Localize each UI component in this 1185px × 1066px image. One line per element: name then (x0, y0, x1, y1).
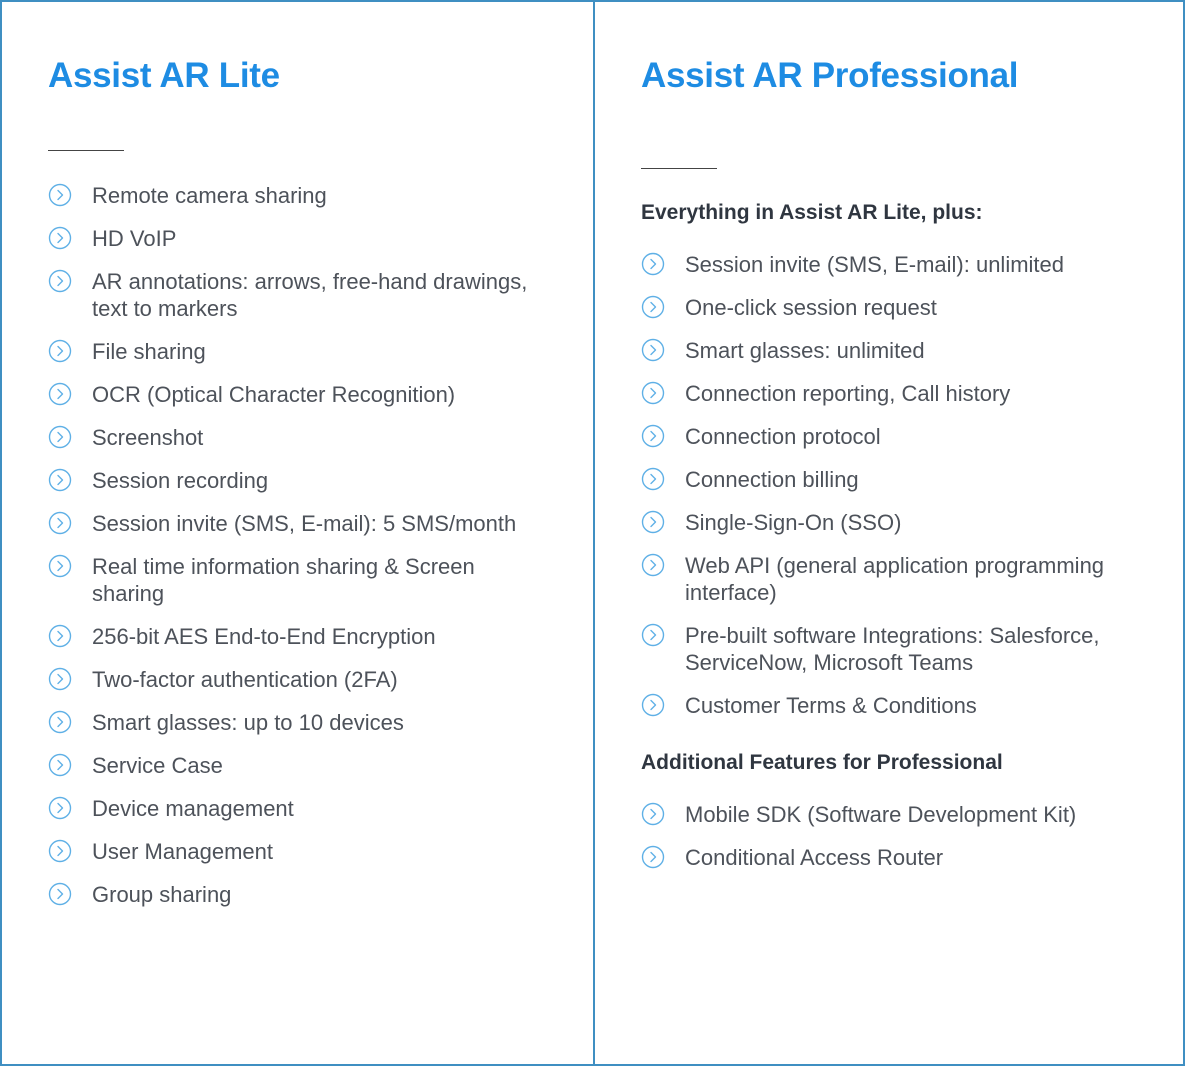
chevron-circle-right-icon (48, 339, 72, 363)
chevron-circle-right-icon (641, 338, 665, 362)
list-item (48, 381, 548, 408)
list-item (48, 881, 548, 908)
list-item-label: Session recording (92, 468, 269, 493)
list-item (48, 510, 548, 537)
list-item (48, 467, 548, 494)
chevron-circle-right-icon (48, 226, 72, 250)
chevron-circle-right-icon (641, 510, 665, 534)
list-item-label: Smart glasses: up to 10 devices (92, 710, 404, 735)
professional-title-rule (641, 168, 717, 169)
list-item-label: Group sharing (92, 882, 232, 907)
chevron-circle-right-icon (48, 882, 72, 906)
column-divider (593, 2, 595, 1064)
list-item-label: Session invite (SMS, E-mail): 5 SMS/month (92, 511, 517, 536)
lite-title-rule (48, 150, 124, 151)
list-item-label: Device management (92, 796, 294, 821)
list-item (641, 509, 1141, 536)
list-item-label: Connection protocol (685, 424, 881, 449)
lite-feature-list (48, 182, 548, 924)
list-item (48, 268, 548, 322)
list-item-label: Remote camera sharing (92, 183, 327, 208)
additional-features-heading: Additional Features for Professional (641, 751, 1003, 774)
list-item (48, 424, 548, 451)
list-item (641, 380, 1141, 407)
chevron-circle-right-icon (641, 845, 665, 869)
list-item (48, 182, 548, 209)
list-item-label: Conditional Access Router (685, 845, 944, 870)
chevron-circle-right-icon (48, 796, 72, 820)
chevron-circle-right-icon (641, 424, 665, 448)
chevron-circle-right-icon (48, 839, 72, 863)
list-item-label: One-click session request (685, 295, 937, 320)
chevron-circle-right-icon (48, 382, 72, 406)
list-item-label: Single-Sign-On (SSO) (685, 510, 902, 535)
list-item-label: Real time information sharing & Screen sharing (92, 554, 475, 606)
list-item-label: Session invite (SMS, E-mail): unlimited (685, 252, 1065, 277)
chevron-circle-right-icon (48, 667, 72, 691)
list-item (641, 622, 1141, 676)
chevron-circle-right-icon (641, 295, 665, 319)
list-item-label: HD VoIP (92, 226, 177, 251)
list-item (641, 844, 1141, 871)
chevron-circle-right-icon (641, 623, 665, 647)
chevron-circle-right-icon (641, 252, 665, 276)
chevron-circle-right-icon (48, 183, 72, 207)
list-item (48, 666, 548, 693)
list-item (641, 692, 1141, 719)
list-item (641, 801, 1141, 828)
professional-title: Assist AR Professional (641, 56, 1019, 95)
chevron-circle-right-icon (48, 624, 72, 648)
chevron-circle-right-icon (48, 468, 72, 492)
list-item (48, 553, 548, 607)
list-item (641, 251, 1141, 278)
list-item-label: Customer Terms & Conditions (685, 693, 977, 718)
list-item-label: Connection reporting, Call history (685, 381, 1011, 406)
chevron-circle-right-icon (641, 693, 665, 717)
additional-feature-list (641, 801, 1141, 887)
list-item-label: OCR (Optical Character Recognition) (92, 382, 456, 407)
chevron-circle-right-icon (48, 269, 72, 293)
list-item (48, 225, 548, 252)
list-item (48, 752, 548, 779)
list-item (48, 795, 548, 822)
list-item-label: Service Case (92, 753, 223, 778)
chevron-circle-right-icon (48, 710, 72, 734)
chevron-circle-right-icon (641, 553, 665, 577)
professional-intro-heading: Everything in Assist AR Lite, plus: (641, 201, 983, 224)
chevron-circle-right-icon (48, 554, 72, 578)
list-item-label: Pre-built software Integrations: Salesforce, ServiceNow, Microsoft Teams (685, 623, 1100, 675)
list-item (48, 709, 548, 736)
list-item (641, 466, 1141, 493)
list-item (641, 552, 1141, 606)
chevron-circle-right-icon (641, 467, 665, 491)
list-item-label: Smart glasses: unlimited (685, 338, 925, 363)
list-item-label: User Management (92, 839, 273, 864)
chevron-circle-right-icon (48, 425, 72, 449)
list-item (641, 423, 1141, 450)
list-item (48, 623, 548, 650)
list-item-label: Mobile SDK (Software Development Kit) (685, 802, 1077, 827)
list-item-label: 256-bit AES End-to-End Encryption (92, 624, 436, 649)
list-item (641, 294, 1141, 321)
list-item (48, 338, 548, 365)
chevron-circle-right-icon (641, 802, 665, 826)
professional-feature-list (641, 251, 1141, 735)
list-item-label: File sharing (92, 339, 206, 364)
lite-title: Assist AR Lite (48, 56, 280, 95)
list-item (48, 838, 548, 865)
chevron-circle-right-icon (48, 511, 72, 535)
list-item-label: Screenshot (92, 425, 204, 450)
list-item (641, 337, 1141, 364)
chevron-circle-right-icon (641, 381, 665, 405)
list-item-label: AR annotations: arrows, free-hand drawings, text to markers (92, 269, 528, 321)
list-item-label: Connection billing (685, 467, 859, 492)
chevron-circle-right-icon (48, 753, 72, 777)
list-item-label: Two-factor authentication (2FA) (92, 667, 398, 692)
list-item-label: Web API (general application programming interface) (685, 553, 1105, 605)
